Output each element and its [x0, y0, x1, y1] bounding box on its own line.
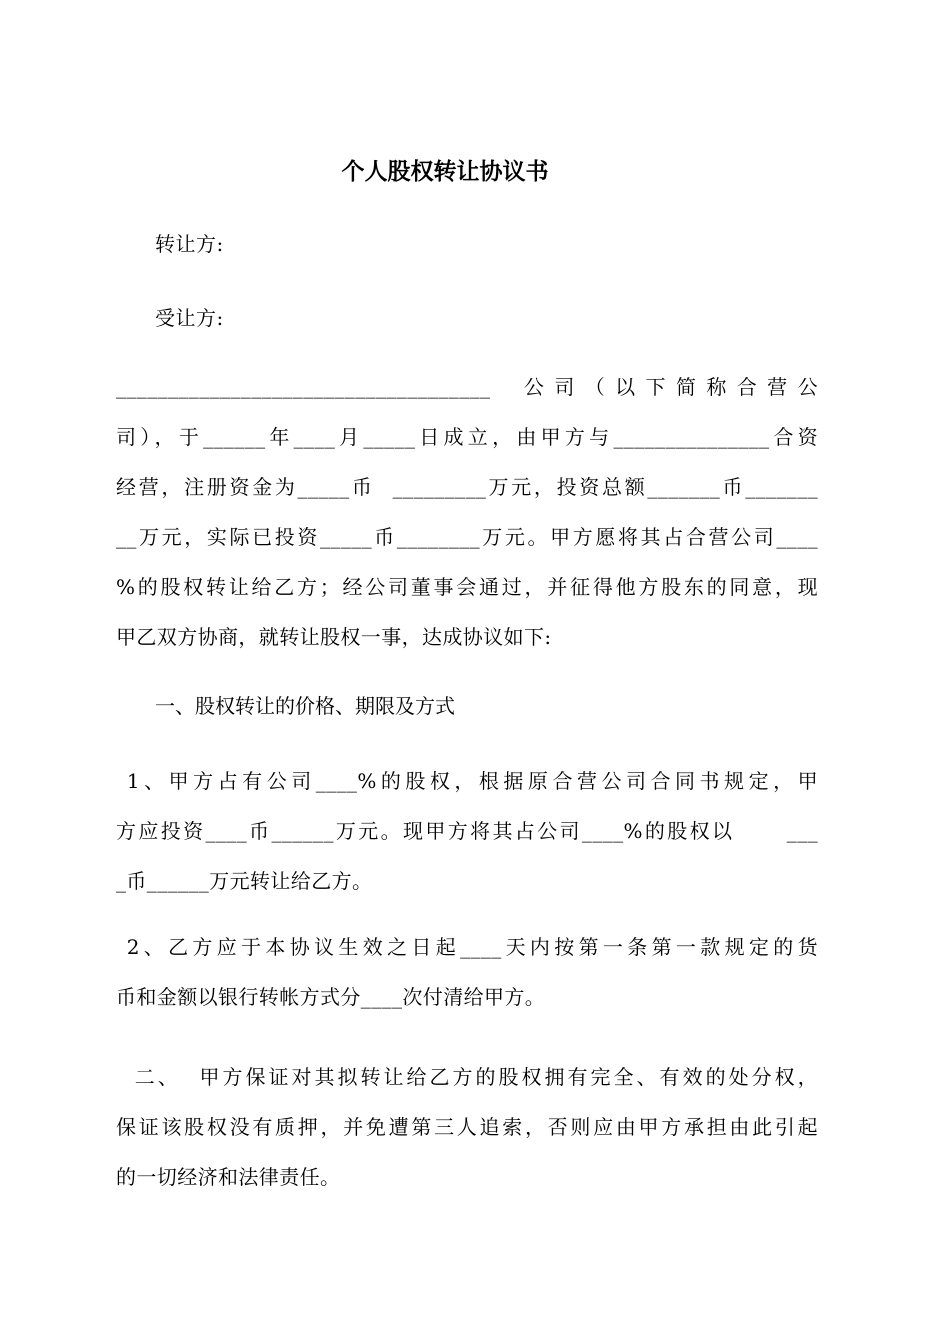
paragraph-line: _币______万元转让给乙方。 [116, 869, 373, 893]
transferor-label: 转让方: [155, 232, 224, 256]
paragraph-line: %的股权转让给乙方；经公司董事会通过，并征得他方股东的同意，现 [116, 575, 818, 599]
paragraph-line: __万元，实际已投资_____币________万元。甲方愿将其占合营公司____ [116, 525, 818, 549]
transferee-label: 受让方: [155, 306, 224, 330]
paragraph-line: 币和金额以银行转帐方式分____次付清给甲方。 [116, 985, 546, 1009]
document-title: 个人股权转让协议书 [341, 159, 549, 185]
paragraph-line: 方应投资____币______万元。现甲方将其占公司____%的股权以 ___ [116, 819, 818, 843]
paragraph-line: 的一切经济和法律责任。 [116, 1165, 341, 1189]
paragraph-line: 二、 甲方保证对其拟转让给乙方的股权拥有完全、有效的处分权， [116, 1065, 818, 1089]
intro-paragraph [116, 362, 818, 662]
section1-heading: 一、股权转让的价格、期限及方式 [155, 694, 455, 718]
clause-1-2 [116, 922, 818, 1022]
paragraph-line: 2、乙方应于本协议生效之日起____天内按第一条第一款规定的货 [116, 935, 818, 959]
section-2 [116, 1052, 818, 1202]
paragraph-line: 经营，注册资金为_____币 _________万元，投资总额_______币_______ [116, 475, 818, 499]
paragraph-line: 1、甲方占有公司____%的股权，根据原合营公司合同书规定，甲 [116, 769, 818, 793]
paragraph-line: 甲乙双方协商，就转让股权一事，达成协议如下: [116, 625, 552, 649]
paragraph-line: 司），于______年____月_____日成立，由甲方与_______________合资 [116, 425, 818, 449]
paragraph-line: ____________________________________ 公司（以下简称合营公 [116, 375, 818, 399]
clause-1-1 [116, 756, 818, 906]
paragraph-line: 保证该股权没有质押，并免遭第三人追索，否则应由甲方承担由此引起 [116, 1115, 818, 1139]
